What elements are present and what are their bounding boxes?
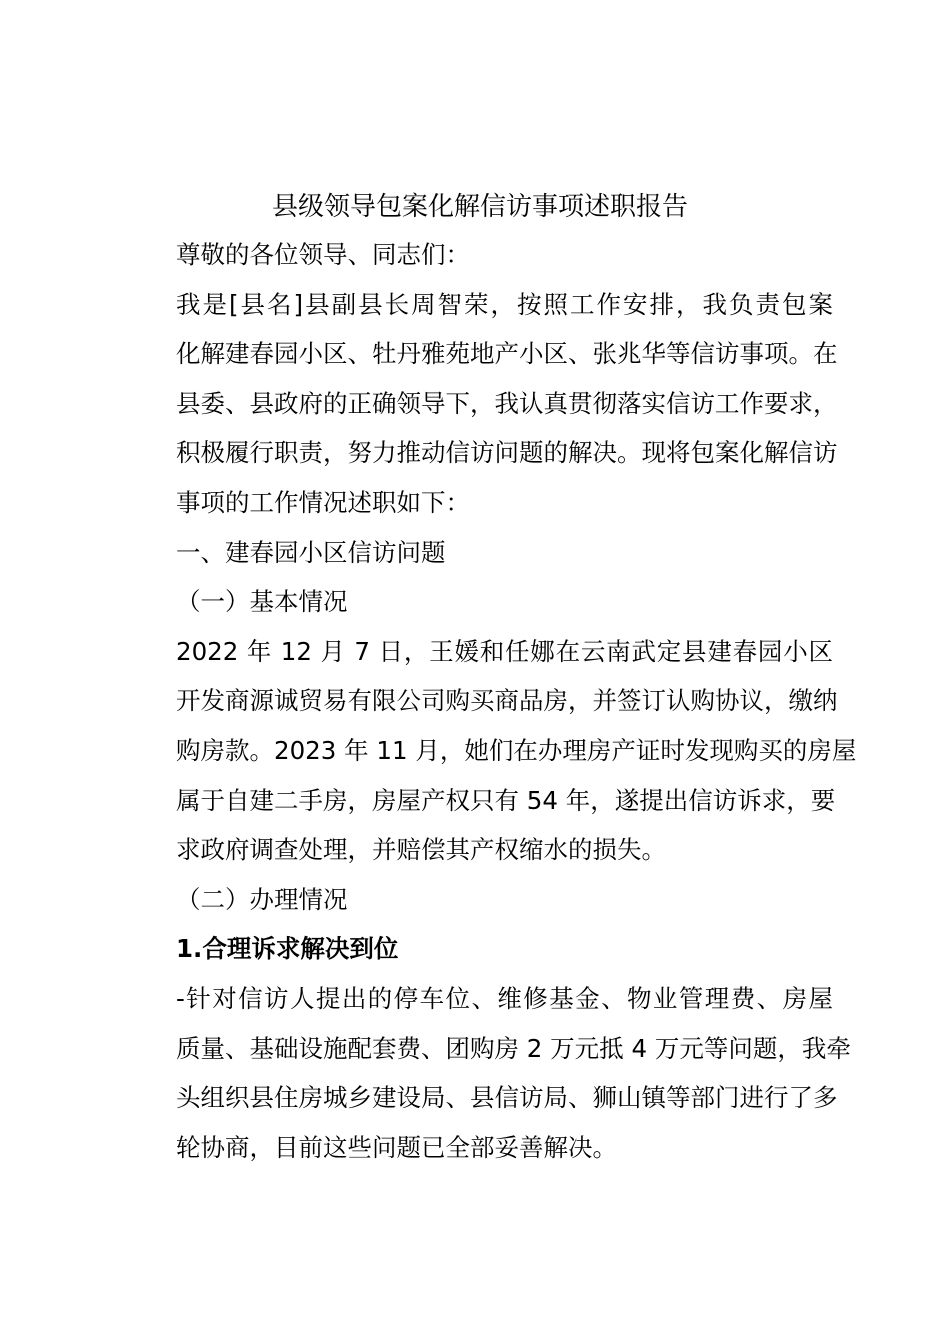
document-title: 县级领导包案化解信访事项述职报告 — [271, 192, 688, 222]
intro-line: 事项的工作情况述职如下： — [176, 487, 470, 517]
basic-line: 属于自建二手房，房屋产权只有 54 年，遂提出信访诉求，要 — [176, 785, 836, 815]
intro-line: 化解建春园小区、牡丹雅苑地产小区、张兆华等信访事项。在 — [176, 339, 838, 369]
subsection-heading-handling: （二）办理情况 — [176, 884, 348, 914]
point-paragraph — [127, 974, 851, 1172]
basic-line: 2022 年 12 月 7 日，王媛和任娜在云南武定县建春园小区 — [176, 636, 833, 666]
basic-line: 购房款。2023 年 11 月，她们在办理房产证时发现购买的房屋 — [176, 735, 857, 765]
basic-situation-paragraph — [127, 627, 857, 875]
salutation: 尊敬的各位领导、同志们： — [176, 240, 470, 269]
document-page — [127, 0, 857, 1344]
point-line: 头组织县住房城乡建设局、县信访局、狮山镇等部门进行了多 — [176, 1083, 838, 1113]
point-line: 轮协商，目前这些问题已全部妥善解决。 — [176, 1132, 617, 1162]
section-heading: 一、建春园小区信访问题 — [176, 537, 446, 567]
document-body — [127, 230, 857, 1172]
point-line: 质量、基础设施配套费、团购房 2 万元抵 4 万元等问题，我牵 — [176, 1033, 851, 1063]
intro-paragraph — [127, 280, 838, 528]
intro-line: 我是[县名]县副县长周智荣，按照工作安排，我负责包案 — [176, 289, 833, 319]
basic-line: 开发商源诚贸易有限公司购买商品房，并签订认购协议，缴纳 — [176, 686, 838, 716]
intro-line: 县委、县政府的正确领导下，我认真贯彻落实信访工作要求， — [176, 388, 838, 418]
intro-line: 积极履行职责，努力推动信访问题的解决。现将包案化解信访 — [176, 438, 838, 468]
subsection-heading-basic: （一）基本情况 — [176, 587, 348, 617]
point-heading: 1.合理诉求解决到位 — [176, 934, 399, 964]
point-line: -针对信访人提出的停车位、维修基金、物业管理费、房屋 — [176, 983, 833, 1013]
basic-line: 求政府调查处理，并赔偿其产权缩水的损失。 — [176, 835, 666, 865]
